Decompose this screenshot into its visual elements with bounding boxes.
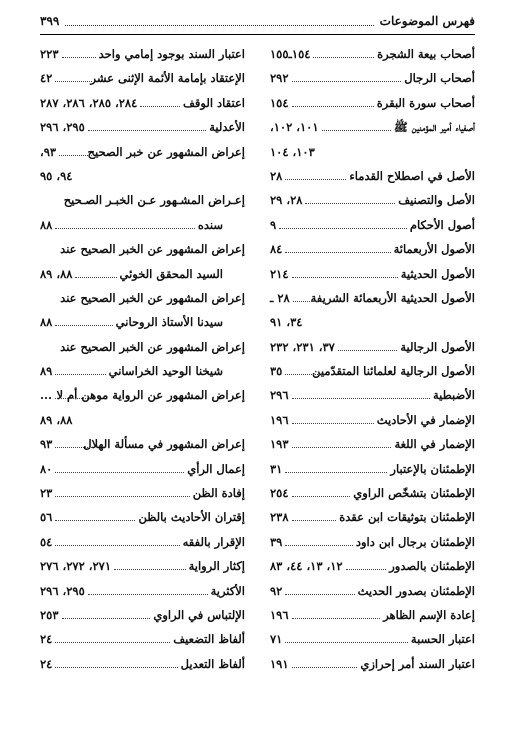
entry-term: إعراض المشهور عن الرواية موهن أم لا (56, 388, 245, 403)
dot-leader (285, 539, 353, 546)
dot-leader (62, 51, 96, 58)
index-entry-line (40, 237, 245, 261)
index-entry (40, 213, 245, 237)
entry-pages: ٣٥ (270, 364, 283, 379)
index-entry (270, 505, 475, 529)
index-entry (270, 286, 475, 310)
entry-term: إعراض المشهور في مسألة الهلال (83, 437, 245, 452)
index-entry (40, 383, 245, 407)
entry-term: السيد المحقق الخوئي (119, 266, 223, 281)
entry-term: الإضمار في الأحاديث (376, 412, 475, 427)
dot-leader (292, 514, 337, 521)
dot-leader (338, 344, 398, 351)
index-entry (270, 237, 475, 261)
entry-term: اعتبار الحسبة (410, 632, 475, 647)
dot-leader (55, 441, 92, 448)
entry-pages: ٢٩٥، ٢٩٦ (40, 120, 85, 135)
entry-pages: ٢٢٣ (40, 47, 59, 61)
entry-pages: ٤٢ (40, 71, 53, 86)
entry-term: الأصل في اصطلاح القدماء (349, 168, 475, 183)
index-entry (270, 457, 475, 481)
index-entry-continuation (40, 408, 245, 432)
entry-pages: ١٩٦ (270, 412, 289, 427)
dot-leader (293, 295, 322, 302)
index-entry (40, 457, 245, 481)
index-entry (270, 335, 475, 359)
index-entry (270, 627, 475, 651)
left-column (40, 42, 245, 676)
dot-leader (55, 514, 135, 521)
index-entry (40, 505, 245, 529)
index-entry (40, 432, 245, 456)
dot-leader (114, 563, 186, 570)
entry-pages: ١٥٤ (270, 95, 289, 110)
entry-term: ألفاظ التعديل (180, 656, 245, 671)
dot-leader (75, 271, 116, 278)
entry-term: الإطمئنان بالإعتبار (390, 461, 475, 476)
entry-pages: ٢٤ (40, 632, 53, 647)
dot-leader (322, 124, 391, 131)
dot-leader (292, 100, 374, 107)
dot-leader (55, 222, 194, 229)
entry-term: سنده (197, 217, 223, 232)
entry-pages: ٩ (270, 217, 277, 232)
entry-term: إعـراض المشـهور عـن الخبـر الصـحيح (63, 193, 245, 208)
entry-term: الإطمئنان برجال ابن داود (355, 534, 475, 549)
entry-pages: ٢٥٣ (40, 607, 59, 622)
index-entry-line (40, 335, 245, 359)
dot-leader (55, 319, 112, 326)
entry-pages: ٣٩ (270, 534, 283, 549)
dot-leader (292, 441, 392, 448)
entry-term: الإضمار في اللغة (394, 437, 475, 452)
entry-pages: ٣٧، ٢٣١، ٢٣٢ (270, 339, 335, 354)
dot-leader (285, 466, 387, 473)
dot-leader (55, 539, 179, 546)
entry-term: الأصول الحديثية (400, 266, 475, 281)
entry-pages: ١٩٦ (270, 607, 289, 622)
entry-term: إعراض المشهور عن الخبر الصحيح عند (60, 290, 245, 305)
entry-term: الإطمئنان بتشخّص الراوي (353, 486, 475, 501)
entry-term: اعتقاد الوقف (182, 95, 245, 110)
index-entry (270, 164, 475, 188)
index-entry-line (40, 286, 245, 310)
dot-leader (62, 612, 151, 619)
entry-pages: ٣١ (270, 461, 283, 476)
index-entry (270, 530, 475, 554)
entry-term: اعتبار السند أمر إحرازي (360, 656, 475, 671)
entry-term: الأصول الرجالية لعلمائنا المتقدّمين (312, 364, 475, 379)
index-entry (270, 554, 475, 578)
header-dot-leader (65, 17, 373, 26)
entry-pages: ١٩٣ (270, 437, 289, 452)
index-entry (270, 652, 475, 676)
index-entry (270, 42, 475, 66)
entry-term: أصحاب سورة البقرة (376, 95, 475, 110)
entry-pages: ٢٩٦ (270, 388, 289, 403)
index-entry (40, 115, 245, 139)
dot-leader (88, 124, 206, 131)
entry-term: الإطمئنان بالصدور (389, 559, 475, 574)
entry-pages: ٨٩ (40, 364, 53, 379)
entry-term: إعراض المشهور عن خبر الصحيح (87, 144, 245, 159)
entry-term: أصفياء أمير المؤمنين ﷺ (393, 120, 475, 135)
dot-leader (285, 368, 322, 375)
index-entry (40, 359, 245, 383)
entry-term: الإطمئنان بتوثيقات ابن عقدة (339, 510, 475, 525)
dot-leader (292, 612, 381, 619)
entry-term: الأصول الرجالية (400, 339, 475, 354)
index-entry (40, 579, 245, 603)
index-entry (270, 66, 475, 90)
dot-leader (55, 636, 170, 643)
entry-pages-continued: ١٠٣، ١٠٤ (270, 144, 315, 159)
entry-pages: ٢٧١، ٢٧٢، ٢٧٦ (40, 559, 112, 574)
entry-pages: ٢١٤ (270, 266, 289, 281)
entry-term: الأصل والتصنيف (398, 193, 475, 208)
entry-pages: ٢٨ ـ (270, 290, 290, 305)
index-entry (40, 140, 245, 164)
entry-pages: ١٢، ١٣، ٤٤، ٨٣ (270, 559, 343, 574)
entry-term: إعمال الرأي (187, 461, 245, 476)
dot-leader (292, 271, 398, 278)
entry-pages: ١٠١، ١٠٢، (270, 120, 319, 135)
entry-term: ألفاظ التضعيف (173, 632, 245, 647)
index-entry (270, 359, 475, 383)
running-title: فهرس الموضوعات (379, 14, 475, 28)
index-entry (270, 432, 475, 456)
index-entry (40, 42, 245, 66)
dot-leader (55, 392, 92, 399)
index-entry (40, 603, 245, 627)
entry-pages-continued: ٨٨، ٨٩ (40, 412, 73, 427)
entry-pages-continued: ٣٤، ٩١ (270, 315, 303, 330)
index-entry (270, 603, 475, 627)
dot-leader (313, 51, 374, 58)
dot-leader (292, 490, 351, 497)
dot-leader (55, 75, 92, 82)
entry-term: الأعدلية (209, 120, 245, 135)
index-entry-line (40, 188, 245, 212)
entry-term: أصول الأحكام (409, 217, 475, 232)
index-entry (270, 481, 475, 505)
dot-leader (346, 563, 387, 570)
dot-leader (88, 588, 208, 595)
entry-term: الإقرار بالفقه (182, 534, 245, 549)
entry-term: أصحاب الرجال (404, 71, 475, 86)
dot-leader (55, 368, 105, 375)
dot-leader (140, 100, 180, 107)
index-entry (270, 213, 475, 237)
entry-pages: ٢٨ (270, 168, 283, 183)
entry-term: سيدنا الأستاذ الروحاني (115, 315, 223, 330)
entry-pages: ٢٤ (40, 656, 53, 671)
entry-term: إعراض المشهور عن الخبر الصحيح عند (60, 242, 245, 257)
entry-term: الإطمئنان بصدور الحديث (357, 583, 475, 598)
index-entry (40, 91, 245, 115)
entry-pages: ... (40, 388, 53, 403)
dot-leader (279, 222, 407, 229)
page-header (40, 12, 475, 35)
dot-leader (292, 392, 430, 399)
entry-term: إقتران الأحاديث بالظن (138, 510, 245, 525)
dot-leader (285, 246, 390, 253)
entry-pages: ٢٣٨ (270, 510, 289, 525)
dot-leader (292, 417, 374, 424)
index-entry (40, 554, 245, 578)
dot-leader (292, 75, 402, 82)
entry-term: الإلتباس في الراوي (153, 607, 245, 622)
entry-term: أصحاب بيعة الشجرة (377, 47, 475, 61)
entry-pages: ٩٣، (40, 144, 57, 159)
dot-leader (305, 197, 395, 204)
index-entry (40, 652, 245, 676)
entry-pages: ٩٣ (40, 437, 53, 452)
index-entry-continuation (270, 140, 475, 164)
entry-term: إعراض المشهور عن الخبر الصحيح عند (60, 339, 245, 354)
index-entry (270, 115, 475, 139)
entry-term: اعتبار السند بوجود إمامي واحد (98, 47, 245, 61)
entry-pages: ٢٨٤، ٢٨٥، ٢٨٦، ٢٨٧ (40, 95, 138, 110)
index-entry (270, 262, 475, 286)
entry-pages: ٢٩٥، ٢٩٦ (40, 583, 85, 598)
entry-pages: ٨٤ (270, 242, 283, 257)
dot-leader (55, 466, 184, 473)
entry-term: شيخنا الوحيد الخراساني (108, 364, 223, 379)
entry-pages-continued: ٩٤، ٩٥ (40, 168, 73, 183)
entry-pages: ٩٢ (270, 583, 283, 598)
dot-leader (285, 588, 354, 595)
entry-term: إعادة الإسم الظاهر (383, 607, 475, 622)
entry-pages: ١٩١ (270, 656, 289, 671)
entry-pages: ٥٤ (40, 534, 53, 549)
dot-leader (59, 149, 92, 156)
index-columns (40, 42, 475, 676)
dot-leader (285, 636, 408, 643)
entry-pages: ٢٥٤ (270, 486, 289, 501)
dot-leader (285, 173, 346, 180)
entry-term: الأصول الحديثية الأربعمائة الشريفة (310, 290, 475, 305)
entry-term: الأصول الأربعمائة (393, 242, 475, 257)
entry-pages: ٨٨ (40, 315, 53, 330)
index-entry (40, 530, 245, 554)
entry-pages: ١٥٤ـ١٥٥ (270, 47, 311, 61)
entry-term: إكثار الرواية (188, 559, 245, 574)
index-entry (270, 383, 475, 407)
entry-term: الأضبطية (432, 388, 475, 403)
index-entry-continuation (270, 310, 475, 334)
index-entry-continuation (40, 164, 245, 188)
right-column (270, 42, 475, 676)
entry-pages: ٢٨، ٢٩ (270, 193, 303, 208)
index-entry (270, 579, 475, 603)
index-entry (40, 310, 245, 334)
page-number: ٣٩٩ (40, 14, 60, 28)
index-entry (270, 188, 475, 212)
entry-pages: ٢٩٢ (270, 71, 289, 86)
index-entry (40, 262, 245, 286)
entry-pages: ٨٠ (40, 461, 53, 476)
index-entry (40, 627, 245, 651)
entry-pages: ٢٣ (40, 486, 53, 501)
entry-pages: ٨٨، ٨٩ (40, 266, 73, 281)
index-entry (270, 91, 475, 115)
dot-leader (55, 661, 177, 668)
dot-leader (292, 661, 358, 668)
entry-pages: ٥٦ (40, 510, 53, 525)
dot-leader (55, 490, 189, 497)
entry-term: الإعتقاد بإمامة الأئمة الإثنى عشر (90, 71, 245, 86)
index-entry (40, 66, 245, 90)
index-entry (270, 408, 475, 432)
entry-term: إفادة الظن (192, 486, 245, 501)
entry-pages: ٧١ (270, 632, 283, 647)
entry-pages: ٨٨ (40, 217, 53, 232)
index-entry (40, 481, 245, 505)
entry-term: الأكثرية (210, 583, 245, 598)
